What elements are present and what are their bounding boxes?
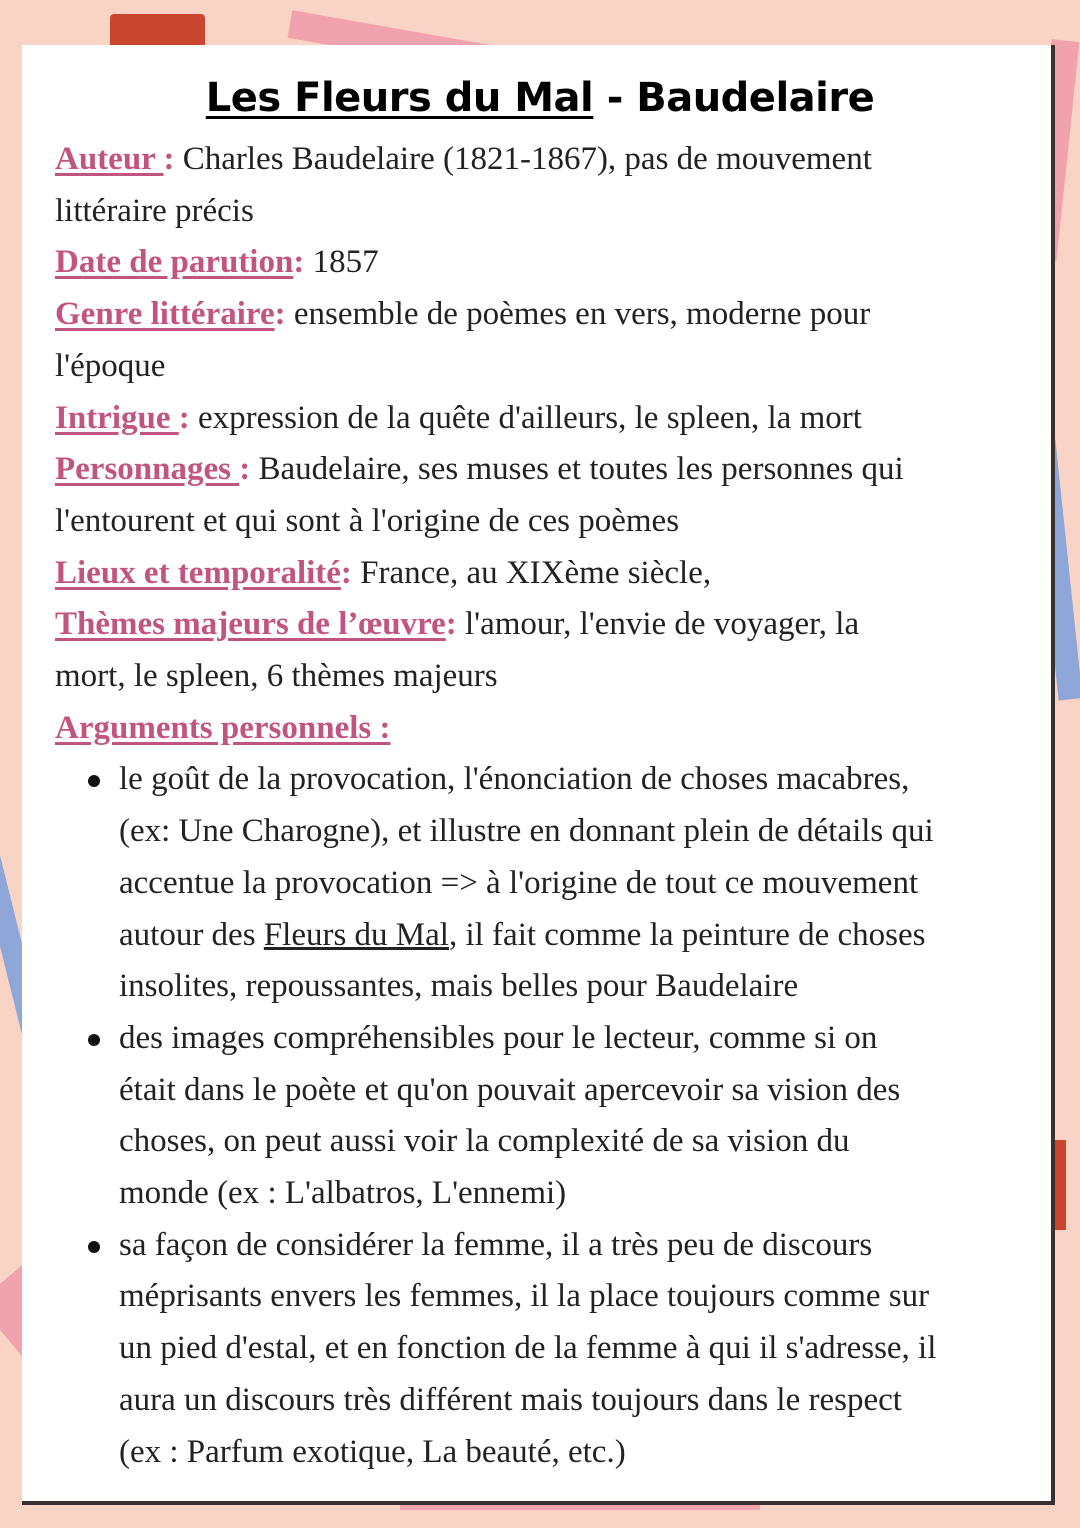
bullet-line: monde (ex : L'albatros, L'ennemi) xyxy=(119,1175,567,1212)
field-label: Intrigue xyxy=(55,399,179,436)
text: autour des xyxy=(119,916,264,953)
work-title: Fleurs du Mal xyxy=(263,916,449,953)
bullet-line: choses, on peut aussi voir la complexité de sa vision du xyxy=(119,1123,850,1160)
field-value: Baudelaire, ses muses et toutes les personnes qui xyxy=(250,451,904,488)
bullet-line: était dans le poète et qu'on pouvait apercevoir sa vision des xyxy=(119,1071,901,1108)
field-value: littéraire précis xyxy=(55,192,254,229)
bullet-line: (ex : Parfum exotique, La beauté, etc.) xyxy=(119,1433,626,1470)
title-work: Les Fleurs du Mal xyxy=(205,75,594,121)
field-value: 1857 xyxy=(304,244,379,281)
field-line xyxy=(55,444,1055,496)
title-author: - Baudelaire xyxy=(593,75,875,121)
bullet-item xyxy=(55,754,1055,1013)
bullet-item xyxy=(55,1220,1055,1479)
field-value: l'entourent et qui sont à l'origine de ces poèmes xyxy=(55,502,680,539)
field-colon: : xyxy=(340,554,352,591)
field-colon: : xyxy=(239,451,251,488)
field-line xyxy=(55,496,1055,548)
text: , il fait comme la peinture de choses xyxy=(448,916,926,953)
field-line xyxy=(55,134,1055,186)
bullet-line: sa façon de considérer la femme, il a très peu de discours xyxy=(119,1226,873,1263)
field-line xyxy=(55,289,1055,341)
bullet-line: des images compréhensibles pour le lecteur, comme si on xyxy=(119,1019,878,1056)
arguments-label: Arguments personnels : xyxy=(55,709,391,746)
bullet-line: méprisants envers les femmes, il la place toujours comme sur xyxy=(119,1278,930,1315)
field-colon: : xyxy=(293,244,305,281)
bullet-line xyxy=(119,910,1055,962)
field-value: France, au XIXème siècle, xyxy=(351,554,712,591)
arguments-heading xyxy=(55,703,1055,755)
field-line xyxy=(55,393,1055,445)
bullet-line: le goût de la provocation, l'énonciation de choses macabres, xyxy=(119,761,910,798)
field-value: Charles Baudelaire (1821-1867), pas de mouvement xyxy=(174,141,872,177)
field-line xyxy=(55,186,1055,238)
field-colon: : xyxy=(445,606,457,643)
field-line xyxy=(55,341,1055,393)
bullet-line: aura un discours très différent mais toujours dans le respect xyxy=(119,1381,902,1418)
field-label: Lieux et temporalité xyxy=(55,554,341,591)
field-line xyxy=(55,599,1055,651)
field-label: Personnages xyxy=(55,451,240,488)
bullet-line: (ex: Une Charogne), et illustre en donnant plein de détails qui xyxy=(119,813,934,850)
bullet-line: insolites, repoussantes, mais belles pour Baudelaire xyxy=(119,968,799,1005)
field-colon: : xyxy=(178,399,190,436)
field-value: expression de la quête d'ailleurs, le spleen, la mort xyxy=(189,399,862,436)
field-colon: : xyxy=(163,141,175,177)
field-value: l'amour, l'envie de voyager, la xyxy=(456,606,860,643)
bullet-line: un pied d'estal, et en fonction de la femme à qui il s'adresse, il xyxy=(119,1330,937,1367)
page-title xyxy=(0,75,1080,121)
document-body xyxy=(55,134,1055,1478)
field-line xyxy=(55,651,1055,703)
field-label: Thèmes majeurs de l’œuvre xyxy=(55,606,446,643)
bullet-item xyxy=(55,1013,1055,1220)
field-label: Auteur xyxy=(55,141,164,177)
bullet-line: accentue la provocation => à l'origine de tout ce mouvement xyxy=(119,864,919,901)
field-label: Genre littéraire xyxy=(55,296,275,333)
field-value: ensemble de poèmes en vers, moderne pour xyxy=(285,296,871,333)
field-value: mort, le spleen, 6 thèmes majeurs xyxy=(55,658,498,695)
field-label: Date de parution xyxy=(55,244,294,281)
field-colon: : xyxy=(274,296,286,333)
field-value: l'époque xyxy=(55,347,166,384)
field-line xyxy=(55,237,1055,289)
field-line xyxy=(55,548,1055,600)
